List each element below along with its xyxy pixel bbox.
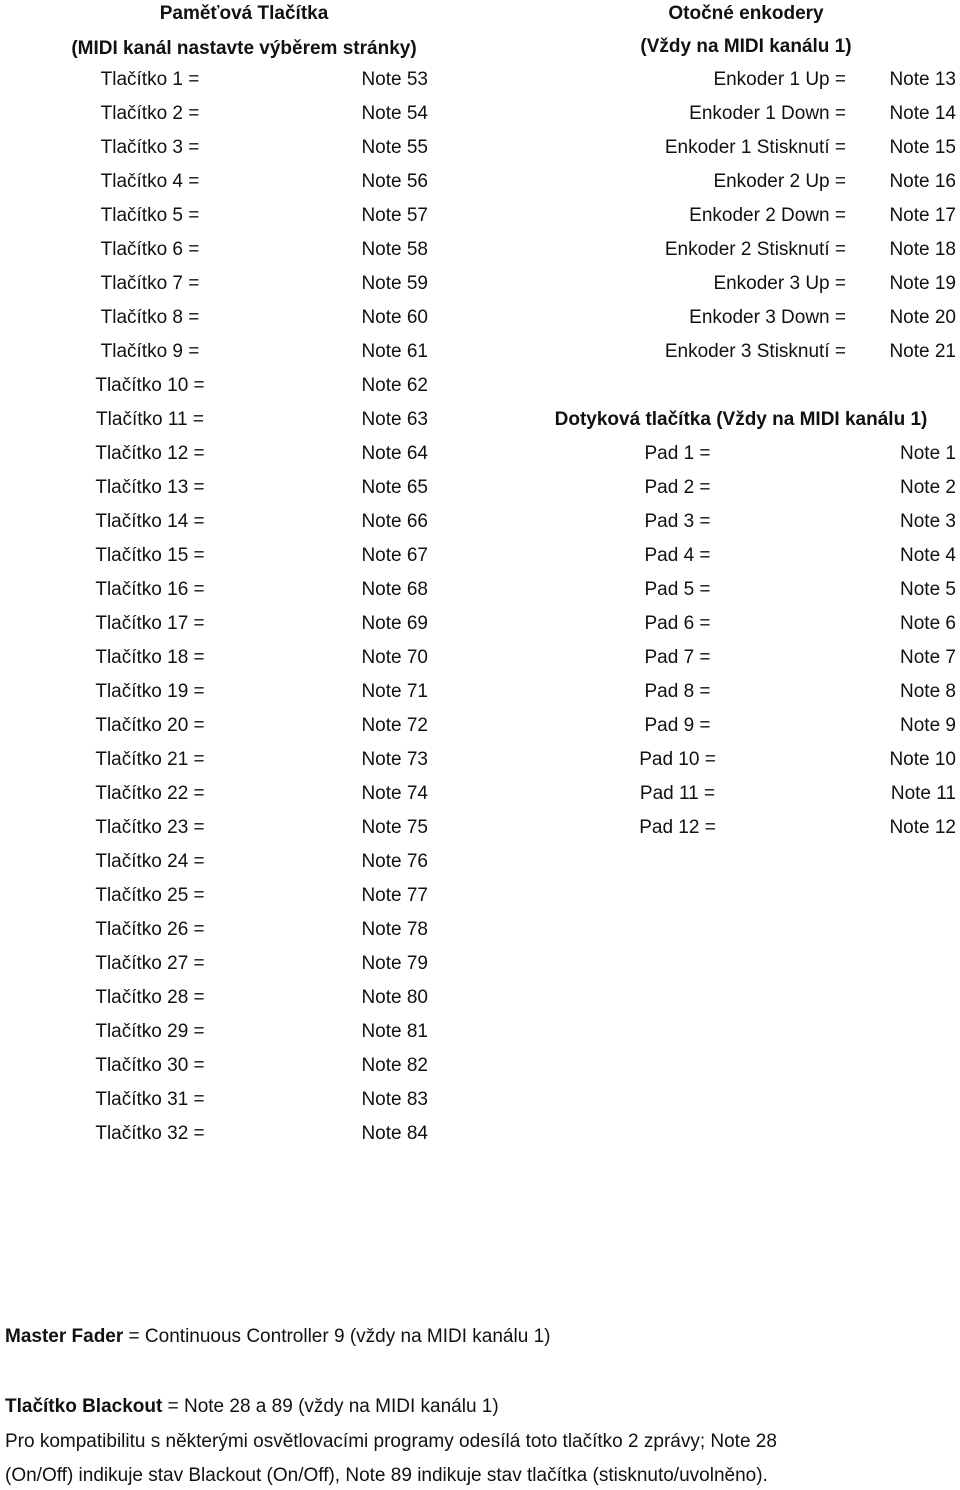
memory-button-row (0, 307, 440, 329)
pad-label: Pad 10 = (639, 749, 716, 770)
memory-button-row (0, 341, 440, 363)
memory-button-note: Note 82 (361, 1055, 428, 1076)
memory-button-note: Note 79 (361, 953, 428, 974)
memory-button-row (0, 137, 440, 159)
encoder-note: Note 19 (889, 273, 956, 294)
memory-button-row (0, 409, 440, 431)
memory-buttons-subtitle: (MIDI kanál nastavte výběrem stránky) (71, 38, 417, 59)
memory-button-label: Tlačítko 16 = (95, 579, 205, 600)
pad-row (530, 443, 960, 465)
encoder-row (530, 239, 960, 261)
memory-button-row (0, 579, 440, 601)
pad-row (530, 715, 960, 737)
memory-button-row (0, 273, 440, 295)
blackout-text: = Note 28 a 89 (vždy na MIDI kanálu 1) (162, 1396, 499, 1417)
pad-note: Note 4 (900, 545, 956, 566)
pad-label: Pad 2 = (644, 477, 711, 498)
memory-button-note: Note 62 (361, 375, 428, 396)
master-fader-text: = Continuous Controller 9 (vždy na MIDI kanálu 1) (123, 1326, 551, 1347)
pad-note: Note 9 (900, 715, 956, 736)
pad-row (530, 817, 960, 839)
memory-button-note: Note 57 (361, 205, 428, 226)
memory-button-label: Tlačítko 23 = (95, 817, 205, 838)
memory-button-label: Tlačítko 1 = (100, 69, 200, 90)
memory-button-note: Note 55 (361, 137, 428, 158)
pad-label: Pad 6 = (644, 613, 711, 634)
memory-button-label: Tlačítko 18 = (95, 647, 205, 668)
pad-label: Pad 7 = (644, 647, 711, 668)
memory-button-label: Tlačítko 19 = (95, 681, 205, 702)
memory-button-note: Note 83 (361, 1089, 428, 1110)
memory-button-label: Tlačítko 20 = (95, 715, 205, 736)
pad-row (530, 545, 960, 567)
pad-note: Note 7 (900, 647, 956, 668)
memory-button-row (0, 545, 440, 567)
memory-button-row (0, 103, 440, 125)
memory-button-label: Tlačítko 32 = (95, 1123, 205, 1144)
memory-button-label: Tlačítko 7 = (100, 273, 200, 294)
memory-button-label: Tlačítko 21 = (95, 749, 205, 770)
memory-button-row (0, 239, 440, 261)
pad-row (530, 647, 960, 669)
encoder-row (530, 103, 960, 125)
pad-note: Note 10 (889, 749, 956, 770)
memory-button-note: Note 58 (361, 239, 428, 260)
memory-button-row (0, 885, 440, 907)
memory-button-row (0, 477, 440, 499)
encoder-label: Enkoder 1 Down = (689, 103, 846, 124)
memory-button-note: Note 53 (361, 69, 428, 90)
encoder-label: Enkoder 3 Down = (689, 307, 846, 328)
memory-button-row (0, 613, 440, 635)
memory-button-note: Note 78 (361, 919, 428, 940)
memory-buttons-title: Paměťová Tlačítka (159, 3, 329, 24)
memory-button-note: Note 75 (361, 817, 428, 838)
memory-button-label: Tlačítko 15 = (95, 545, 205, 566)
memory-button-note: Note 74 (361, 783, 428, 804)
encoder-row (530, 69, 960, 91)
pad-note: Note 11 (890, 783, 956, 804)
memory-button-row (0, 987, 440, 1009)
encoder-row (530, 137, 960, 159)
memory-button-note: Note 73 (361, 749, 428, 770)
memory-button-label: Tlačítko 29 = (95, 1021, 205, 1042)
memory-button-label: Tlačítko 22 = (95, 783, 205, 804)
pad-row (530, 613, 960, 635)
pad-row (530, 681, 960, 703)
master-fader-note (5, 1325, 955, 1349)
encoders-title: Otočné enkodery (668, 3, 824, 24)
memory-button-row (0, 647, 440, 669)
memory-button-label: Tlačítko 5 = (100, 205, 200, 226)
memory-button-note: Note 77 (361, 885, 428, 906)
memory-button-label: Tlačítko 27 = (95, 953, 205, 974)
memory-button-row (0, 783, 440, 805)
memory-button-label: Tlačítko 6 = (100, 239, 200, 260)
memory-button-note: Note 68 (361, 579, 428, 600)
memory-button-row (0, 681, 440, 703)
memory-button-note: Note 67 (361, 545, 428, 566)
memory-button-note: Note 61 (361, 341, 428, 362)
encoder-note: Note 16 (889, 171, 956, 192)
memory-button-note: Note 64 (361, 443, 428, 464)
memory-button-row (0, 1089, 440, 1111)
pad-note: Note 1 (900, 443, 956, 464)
memory-button-label: Tlačítko 30 = (95, 1055, 205, 1076)
memory-button-row (0, 205, 440, 227)
memory-button-label: Tlačítko 28 = (95, 987, 205, 1008)
encoder-label: Enkoder 2 Down = (689, 205, 846, 226)
memory-button-note: Note 76 (361, 851, 428, 872)
memory-button-label: Tlačítko 2 = (100, 103, 200, 124)
pad-label: Pad 9 = (644, 715, 711, 736)
memory-button-note: Note 65 (361, 477, 428, 498)
memory-button-label: Tlačítko 17 = (95, 613, 205, 634)
memory-button-note: Note 59 (361, 273, 428, 294)
encoder-label: Enkoder 1 Stisknutí = (664, 137, 846, 158)
memory-button-row (0, 443, 440, 465)
pad-label: Pad 4 = (644, 545, 711, 566)
pad-row (530, 783, 960, 805)
encoder-note: Note 20 (889, 307, 956, 328)
memory-button-label: Tlačítko 31 = (95, 1089, 205, 1110)
encoder-label: Enkoder 3 Up = (713, 273, 846, 294)
encoder-note: Note 14 (889, 103, 956, 124)
pad-label: Pad 3 = (644, 511, 711, 532)
encoders-subtitle: (Vždy na MIDI kanálu 1) (640, 36, 852, 57)
encoder-note: Note 17 (889, 205, 956, 226)
encoder-label: Enkoder 2 Up = (713, 171, 846, 192)
memory-button-row (0, 171, 440, 193)
encoder-note: Note 21 (889, 341, 956, 362)
encoder-label: Enkoder 1 Up = (713, 69, 846, 90)
pad-label: Pad 5 = (644, 579, 711, 600)
memory-button-row (0, 375, 440, 397)
memory-button-row (0, 953, 440, 975)
pad-note: Note 2 (900, 477, 956, 498)
memory-button-row (0, 511, 440, 533)
memory-button-label: Tlačítko 8 = (100, 307, 200, 328)
memory-button-label: Tlačítko 24 = (95, 851, 205, 872)
memory-button-note: Note 54 (361, 103, 428, 124)
memory-button-label: Tlačítko 4 = (100, 171, 200, 192)
pad-label: Pad 12 = (639, 817, 716, 838)
memory-button-label: Tlačítko 25 = (95, 885, 205, 906)
pads-title: Dotyková tlačítka (Vždy na MIDI kanálu 1) (554, 409, 928, 430)
memory-button-row (0, 817, 440, 839)
memory-button-label: Tlačítko 10 = (95, 375, 205, 396)
encoder-row (530, 273, 960, 295)
memory-button-label: Tlačítko 3 = (100, 137, 200, 158)
memory-button-label: Tlačítko 11 = (96, 409, 204, 430)
memory-button-label: Tlačítko 13 = (95, 477, 205, 498)
memory-button-note: Note 71 (361, 681, 428, 702)
memory-button-note: Note 66 (361, 511, 428, 532)
memory-button-note: Note 60 (361, 307, 428, 328)
memory-button-row (0, 749, 440, 771)
memory-button-row (0, 1021, 440, 1043)
encoder-label: Enkoder 3 Stisknutí = (664, 341, 846, 362)
encoder-row (530, 341, 960, 363)
memory-button-row (0, 851, 440, 873)
pad-note: Note 12 (889, 817, 956, 838)
memory-button-row (0, 919, 440, 941)
memory-button-label: Tlačítko 26 = (95, 919, 205, 940)
pad-label: Pad 11 = (639, 783, 716, 804)
memory-button-label: Tlačítko 9 = (100, 341, 200, 362)
pad-label: Pad 8 = (644, 681, 711, 702)
encoder-row (530, 307, 960, 329)
memory-button-note: Note 56 (361, 171, 428, 192)
pad-label: Pad 1 = (644, 443, 711, 464)
memory-button-label: Tlačítko 14 = (95, 511, 205, 532)
pad-row (530, 511, 960, 533)
memory-button-row (0, 715, 440, 737)
pad-row (530, 749, 960, 771)
memory-button-note: Note 63 (361, 409, 428, 430)
memory-button-note: Note 69 (361, 613, 428, 634)
memory-button-row (0, 1055, 440, 1077)
memory-button-note: Note 81 (361, 1021, 428, 1042)
memory-button-note: Note 84 (361, 1123, 428, 1144)
memory-button-row (0, 1123, 440, 1145)
memory-button-note: Note 70 (361, 647, 428, 668)
pad-row (530, 579, 960, 601)
pad-note: Note 3 (900, 511, 956, 532)
memory-button-label: Tlačítko 12 = (95, 443, 205, 464)
encoder-row (530, 171, 960, 193)
blackout-label: Tlačítko Blackout (5, 1396, 163, 1417)
master-fader-label: Master Fader (5, 1326, 124, 1347)
compatibility-note-line-1: Pro kompatibilitu s některými osvětlovacími programy odesílá toto tlačítko 2 zprávy; Note 28 (5, 1431, 777, 1452)
encoder-row (530, 205, 960, 227)
memory-button-note: Note 80 (361, 987, 428, 1008)
encoder-label: Enkoder 2 Stisknutí = (664, 239, 846, 260)
pad-note: Note 5 (900, 579, 956, 600)
memory-button-note: Note 72 (361, 715, 428, 736)
pad-note: Note 6 (900, 613, 956, 634)
encoder-note: Note 15 (889, 137, 956, 158)
blackout-note (5, 1395, 955, 1419)
encoder-note: Note 18 (889, 239, 956, 260)
encoder-note: Note 13 (889, 69, 956, 90)
memory-button-row (0, 69, 440, 91)
pad-row (530, 477, 960, 499)
compatibility-note-line-2: (On/Off) indikuje stav Blackout (On/Off), Note 89 indikuje stav tlačítka (stisknuto/uvolněno). (5, 1465, 768, 1486)
pad-note: Note 8 (900, 681, 956, 702)
